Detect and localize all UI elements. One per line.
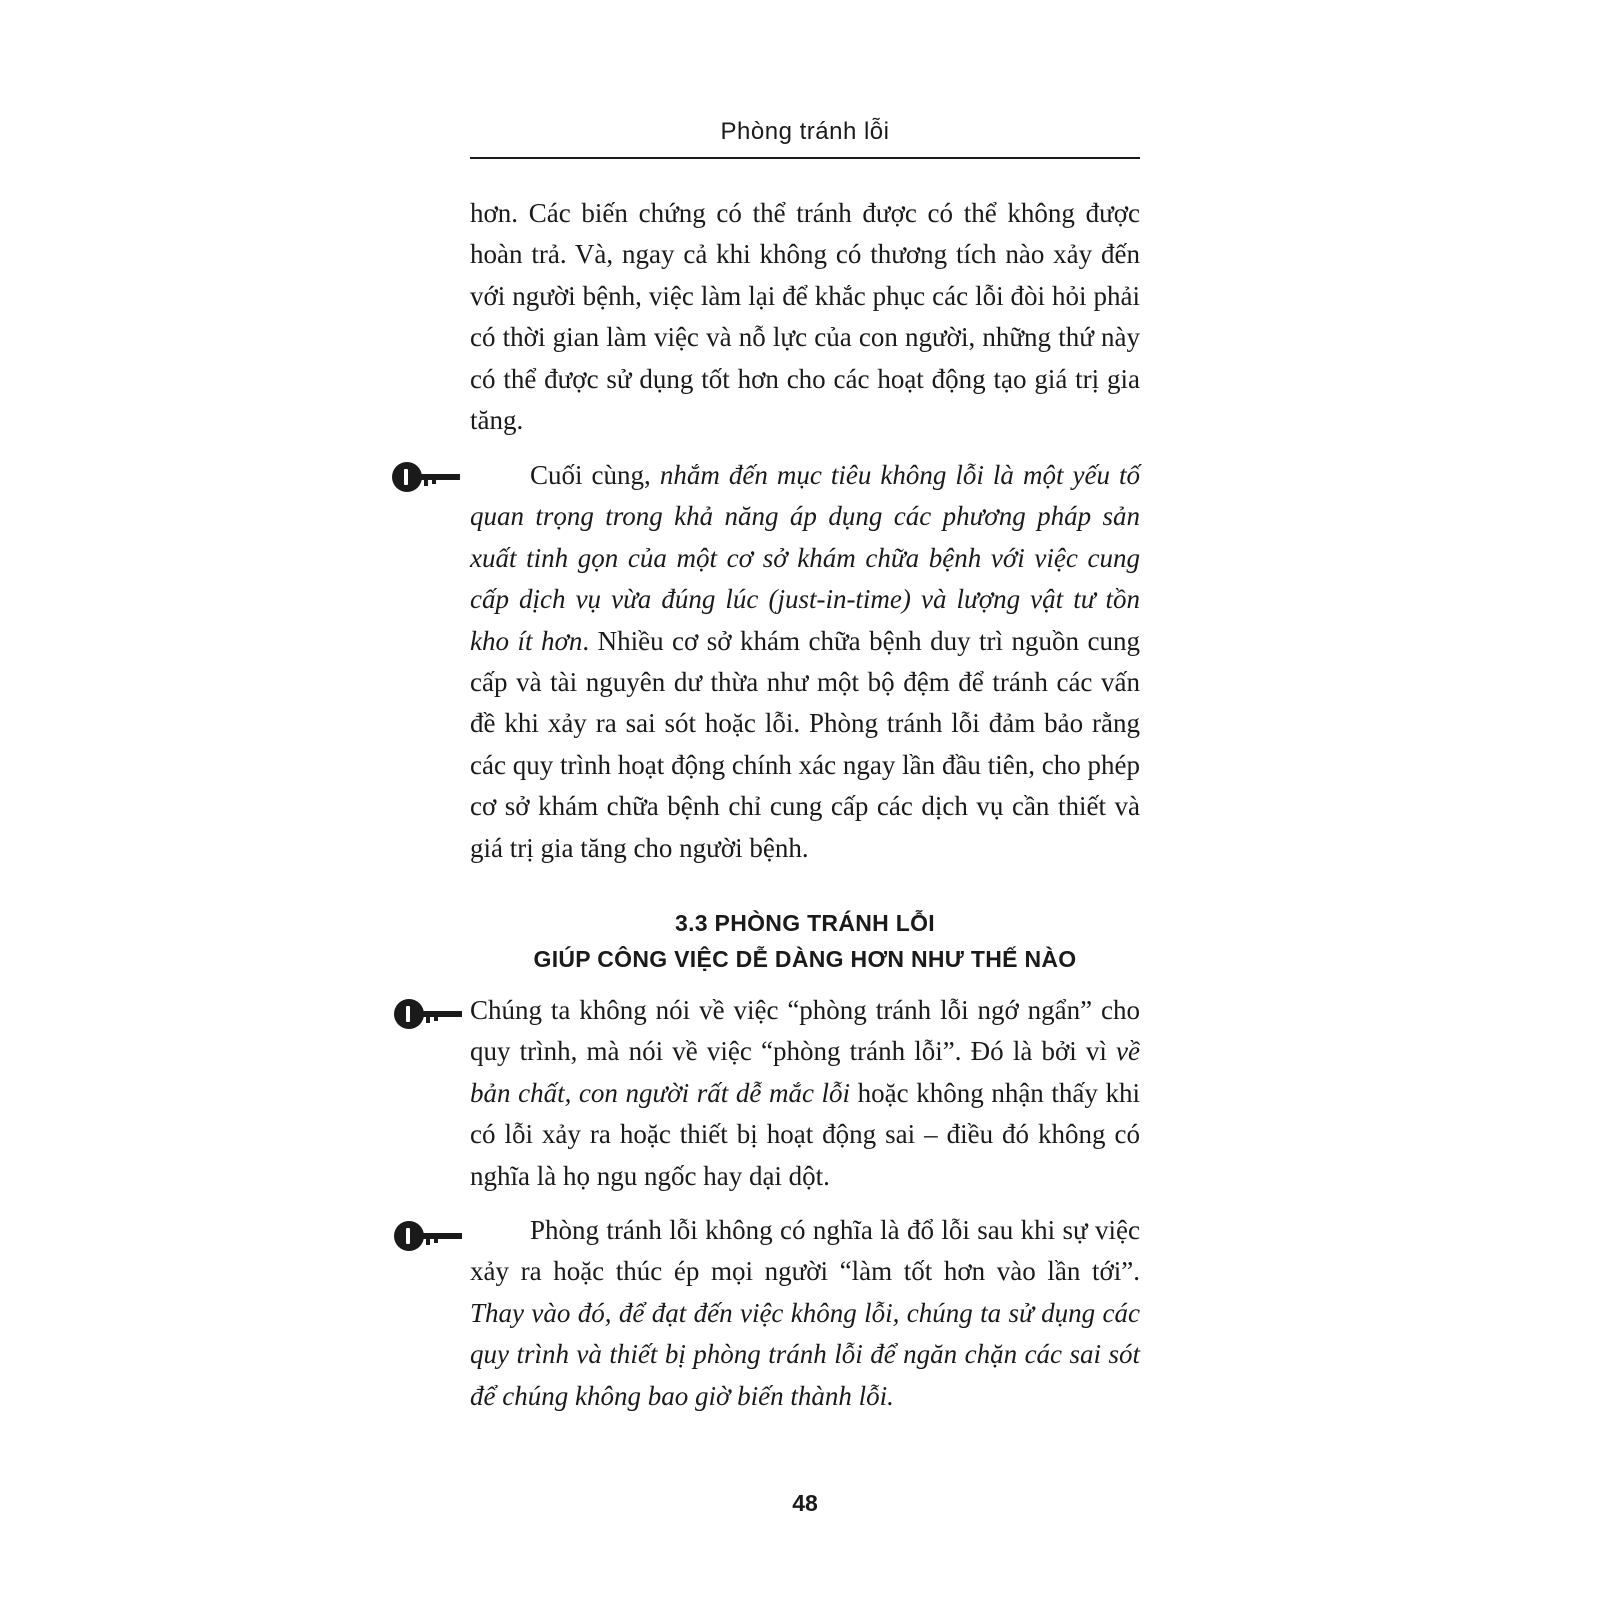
key-icon	[392, 996, 464, 1032]
section-heading-line-1: 3.3 PHÒNG TRÁNH LỖI	[674, 910, 935, 936]
key-icon	[390, 459, 462, 495]
paragraph-no-blame	[470, 1210, 1140, 1417]
paragraph-emphasis: nhắm đến mục tiêu không lỗi là một yếu tố quan trọng trong khả năng áp dụng các phương pháp sản xuất tinh gọn của một cơ sở khám chữa bệnh với việc cung cấp dịch vụ vừa đúng lúc (just-in-time) và lượng vật tư tồn kho ít hơn	[470, 460, 1140, 656]
paragraph-rest: hoặc không nhận thấy khi có lỗi xảy ra hoặc thiết bị hoạt động sai – điều đó không có nghĩa là họ ngu ngốc hay dại dột.	[470, 1077, 1140, 1191]
paragraph-human-error	[470, 990, 1140, 1197]
paragraph-emphasis: về bản chất, con người rất dễ mắc lỗi	[470, 1036, 1140, 1108]
paragraph-rest: . Nhiều cơ sở khám chữa bệnh duy trì nguồn cung cấp và tài nguyên dư thừa như một bộ đệm để tránh các vấn đề khi xảy ra sai sót hoặc lỗi. Phòng tránh lỗi đảm bảo rằng các quy trình hoạt động chính xác ngay lần đầu tiên, cho phép cơ sở khám chữa bệnh chỉ cung cấp các dịch vụ cần thiết và giá trị gia tăng cho người bệnh.	[470, 625, 1140, 863]
page-number: 48	[792, 1490, 818, 1516]
running-header: Phòng tránh lỗi	[720, 118, 890, 145]
section-heading-line-2: GIÚP CÔNG VIỆC DỄ DÀNG HƠN NHƯ THẾ NÀO	[533, 946, 1077, 972]
paragraph-emphasis: Thay vào đó, để đạt đến việc không lỗi, chúng ta sử dụng các quy trình và thiết bị phòng tránh lỗi để ngăn chặn các sai sót để chúng không bao giờ biến thành lỗi.	[470, 1297, 1140, 1411]
key-icon	[392, 1218, 464, 1254]
paragraph-text: hơn. Các biến chứng có thể tránh được có thể không được hoàn trả. Và, ngay cả khi không có thương tích nào xảy đến với người bệnh, việc làm lại để khắc phục các lỗi đòi hỏi phải có thời gian làm việc và nỗ lực của con người, những thứ này có thể được sử dụng tốt hơn cho các hoạt động tạo giá trị gia tăng.	[470, 198, 1140, 436]
header-divider	[470, 157, 1140, 159]
paragraph-lead: Phòng tránh lỗi không có nghĩa là đổ lỗi sau khi sự việc xảy ra hoặc thúc ép mọi người “làm tốt hơn vào lần tới”.	[470, 1215, 1140, 1287]
section-heading	[470, 905, 1140, 977]
paragraph-continuation	[470, 193, 1140, 441]
paragraph-lead: Chúng ta không nói về việc “phòng tránh lỗi ngớ ngẩn” cho quy trình, mà nói về việc “phòng tránh lỗi”. Đó là bởi vì	[470, 995, 1140, 1067]
paragraph-lead: Cuối cùng,	[530, 460, 660, 490]
paragraph-lean-production	[470, 455, 1140, 869]
